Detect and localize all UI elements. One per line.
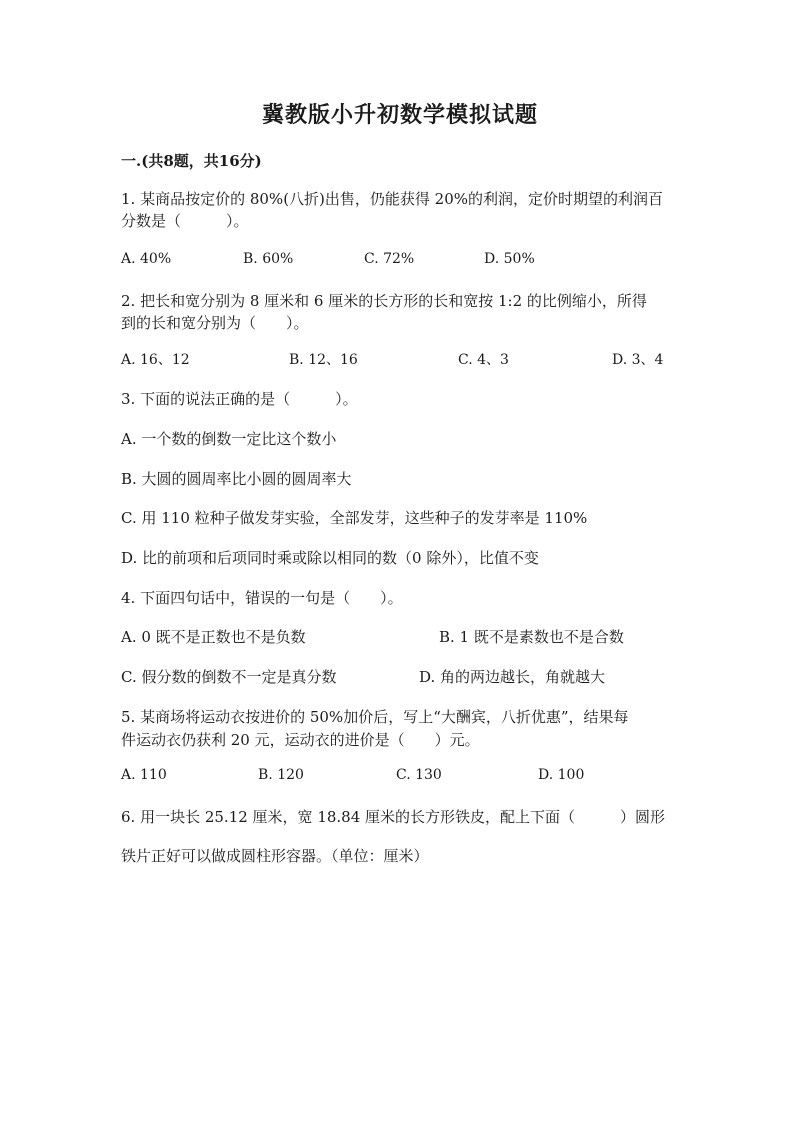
question-5-line-2: 件运动衣仍获利 20 元，运动衣的进价是（ ）元。: [121, 731, 480, 749]
question-3-line-1: 3. 下面的说法正确的是（ ）。: [121, 390, 358, 408]
question-5-option-a: A. 110: [121, 767, 167, 783]
question-2-line-1: 2. 把长和宽分别为 8 厘米和 6 厘米的长方形的长和宽按 1:2 的比例缩小，所得: [121, 292, 647, 310]
question-1-option-c: C. 72%: [364, 251, 415, 267]
question-5-option-c: C. 130: [396, 767, 442, 783]
question-2-option-a: A. 16、12: [121, 352, 190, 368]
question-1-option-b: B. 60%: [243, 251, 294, 267]
section-heading: 一.(共8题，共16分): [121, 152, 262, 170]
question-1-line-2: 分数是（ ）。: [121, 212, 249, 230]
question-4-option-c: C. 假分数的倒数不一定是真分数: [121, 668, 337, 686]
question-4-line-1: 4. 下面四句话中，错误的一句是（ ）。: [121, 589, 403, 607]
question-2-option-c: C. 4、3: [458, 352, 509, 368]
question-1-option-a: A. 40%: [121, 251, 172, 267]
question-1-option-d: D. 50%: [484, 251, 535, 267]
question-3-option-d: D. 比的前项和后项同时乘或除以相同的数（0 除外），比值不变: [121, 549, 539, 567]
page-title: 冀教版小升初数学模拟试题: [261, 102, 538, 128]
question-5-line-1: 5. 某商场将运动衣按进价的 50%加价后，写上“大酬宾，八折优惠”，结果每: [121, 708, 629, 726]
question-4-option-d: D. 角的两边越长，角就越大: [419, 668, 606, 686]
question-2-option-d: D. 3、4: [612, 352, 664, 368]
question-3-option-b: B. 大圆的圆周率比小圆的圆周率大: [121, 470, 352, 488]
question-6-line-1: 6. 用一块长 25.12 厘米，宽 18.84 厘米的长方形铁皮，配上下面（ ）圆形: [121, 808, 666, 826]
question-5-option-d: D. 100: [538, 767, 585, 783]
question-2-line-2: 到的长和宽分别为（ ）。: [121, 314, 309, 332]
question-4-option-a: A. 0 既不是正数也不是负数: [121, 628, 306, 646]
question-5-option-b: B. 120: [258, 767, 304, 783]
question-6-line-2: 铁片正好可以做成圆柱形容器。（单位：厘米）: [121, 847, 429, 865]
question-3-option-c: C. 用 110 粒种子做发芽实验，全部发芽，这些种子的发芽率是 110%: [121, 509, 588, 527]
question-1-line-1: 1. 某商品按定价的 80%(八折)出售，仍能获得 20%的利润，定价时期望的利润百: [121, 190, 664, 208]
question-4-option-b: B. 1 既不是素数也不是合数: [439, 628, 624, 646]
question-3-option-a: A. 一个数的倒数一定比这个数小: [121, 430, 337, 448]
question-2-option-b: B. 12、16: [289, 352, 358, 368]
